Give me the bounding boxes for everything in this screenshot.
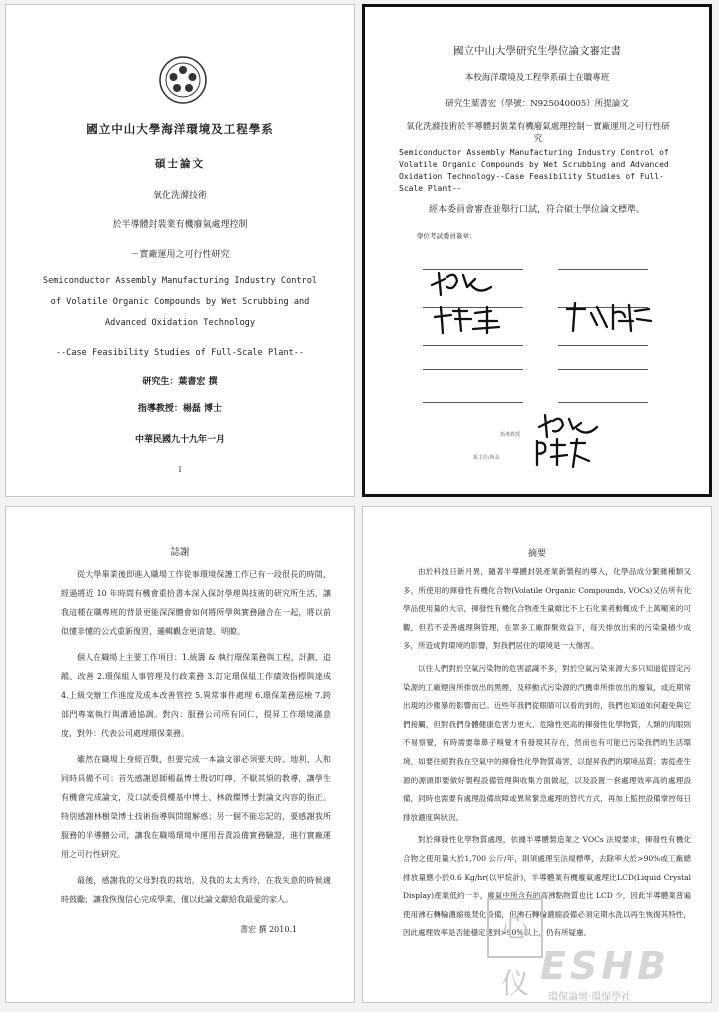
approval-heading: 國立中山大學研究生學位論文審定書 <box>453 45 621 57</box>
advisor-label: 指導教授 <box>500 432 521 438</box>
cover-page <box>5 4 355 497</box>
chair-signature <box>533 435 593 469</box>
university-seal-icon <box>158 55 208 105</box>
abstract-heading: 摘要 <box>527 549 546 559</box>
signature-line <box>558 269 648 270</box>
paragraph: 最後，感謝我的父母對我的栽培，及我的太太秀玲，在我失意的時候適時鼓勵，讓我恢復信心完成學業，僅以此論文獻給我最愛的家人。 <box>61 876 331 904</box>
signature-line <box>558 345 648 346</box>
degree-type: 碩士論文 <box>155 158 205 170</box>
approval-page <box>362 4 712 497</box>
paragraph: 由於科技日新月異，隨著半導體封裝產業新製程的導入，化學品成分繁雜種類又多，所使用的揮發性有機化合物(Volatile Organic Compounds, VOCs)又佔所有化學品使用量的大宗，揮發性有機化合物產生量雖比不上石化業者動輒成千上萬噸來的可觀，但若不妥善處理與管理，在眾多工廠群聚效益下，每天排放出來的污染量積少成多，所造成對環境的影響，對我們居住的環境是一大傷害。 <box>403 567 691 651</box>
paragraph: 從大學畢業後即進入職場工作從事環境保護工作已有一段很長的時間，經過將近 10 年時間有機會重拾書本深入探討學理與技術的研究所生活，讓我這種在職專班的背景更能深深體會如何將所學與實務融合在一起，將以前似懂非懂的公式重新復習，邏輯觀念更清楚、明瞭。 <box>61 570 331 636</box>
committee-signature-1 <box>427 267 497 297</box>
title-zh-line-2: 於半導體封裝業有機廢氣處理控制 <box>112 220 248 230</box>
paragraph: 雖然在職場上身經百戰，但要完成一本論文卻必須要天時、地利、人和同時具備不可：首先感謝恩師楊磊博士殷切叮嚀、不厭其煩的教導，讓學生有機會完成論文，及口試委員樓基中博士、林啟燦博士對論文內容的指正。特別感謝林樹榮博士技術指導與問題解惑；另一個不能忘記的，要感謝我所服務的半導體公司，讓我在職場環境中運用吾責設備實務驗證，進行實廠運用之可行性研究。 <box>61 755 331 859</box>
committee-label: 學位考試委員簽章： <box>417 232 476 240</box>
watermark-subtitle: 環保論壇·環保學社 <box>548 992 632 1003</box>
approval-subheading: 本校海洋環境及工程學系碩士在職專班 <box>464 73 610 83</box>
approval-title-zh: 氧化洗滌技術於半導體封裝業有機廢氣處理控制－實廠運用之可行性研究 <box>406 122 670 144</box>
title-en-line-3: Advanced Oxidation Technology <box>104 318 256 328</box>
university-department: 國立中山大學海洋環境及工程學系 <box>86 122 274 136</box>
advisor-name: 指導教授：楊磊 博士 <box>137 404 223 414</box>
page-number: I <box>178 466 182 474</box>
acknowledgement-signoff: 書宏 撰 2010.1 <box>240 925 298 934</box>
title-zh-line-1: 氧化洗滌技術 <box>152 191 207 201</box>
committee-signature-2 <box>431 303 511 337</box>
chair-label: 系主任/所長 <box>473 455 500 461</box>
watermark-logo: ESHB <box>540 944 671 988</box>
paragraph: 以往人們對於空氣污染物的危害認識不多，對於空氣污染來源大多只知道從固定污染源的工廠煙囪所排放出的黑煙，及移動式污染源的汽機車所排放出的廢氣，或近期常出現的沙塵暴的影響而已。近些年我們從眼睛可以看的到的，我們也知道如何避免與它們接觸，但對我們身體健康危害力更大、危險性更高的揮發性化學物質，人類的肉眼則不易察覺，有時需要靠鼻子嗅覺才有發現其存在，然而也有可能已污染我們的生活環境，如要往絕對我在空氣中的揮發性化學物質毒害，以提昇我們的環境品質；需從產生源的源頭即要做好製程設備管理與收集方面做起，以及設置一套處理效率高的處理設備，同時也需要有處理設備故障或異常緊急處理的替代方式，再加上監控設備掌控每日排放濃度與狀況。 <box>403 663 691 822</box>
acknowledgement-body <box>61 565 331 909</box>
acknowledgement-heading: 誌謝 <box>170 547 190 558</box>
signature-line <box>423 345 523 346</box>
paragraph: 個人在職場上主要工作項目：1.統籌 & 執行環保業務與工程，計劃、追蹤、改善 2.環保組人事管理及行政業務 3.訂定環保組工作績效指標與達成 4.上級交辦工作進度及成本改善管控 5.異常事件處理 6.環保業務巡檢 7.跨部門專案執行與溝通協調。對內：服務公司所有同仁，提昇工作環境滿意度，對外：代表公司處理環保業務。 <box>61 653 331 738</box>
committee-signature-3 <box>563 299 653 335</box>
thesis-date: 中華民國九十九年一月 <box>134 435 225 445</box>
signature-line <box>423 402 523 403</box>
title-en-line-4: --Case Feasibility Studies of Full-Scale Plant-- <box>55 348 305 358</box>
signature-line <box>558 369 648 370</box>
student-name: 研究生：葉書宏 撰 <box>142 377 218 387</box>
approval-title-en: Semiconductor Assembly Manufacturing Industry Control of Volatile Organic Compounds by Wet Scrubbing and Advanced Oxidation Technology--Case Feasibility Studies of Full-Scale Plant-- <box>399 148 669 193</box>
title-en-line-2: of Volatile Organic Compounds by Wet Scrubbing and <box>50 297 310 307</box>
signature-line <box>423 369 523 370</box>
acknowledgement-page <box>5 506 355 1003</box>
title-en-line-1: Semiconductor Assembly Manufacturing Industry Control <box>42 276 318 286</box>
student-line: 研究生葉書宏（學號：N925040005）所提論文 <box>445 99 629 109</box>
abstract-body <box>403 563 691 943</box>
title-zh-line-3: －實廠運用之可行性研究 <box>130 250 230 260</box>
approval-statement: 經本委員會審查並舉行口試，符合碩士學位論文標準。 <box>428 205 645 215</box>
paragraph: 對於揮發性化學物質處理，依據半導體製造業之 VOCs 法規要求，揮發性有機化合物之使用量大於1,700 公斤/年，則須處理至法規標準，去除率大於>90%或工廠總排放量應小於0.6 Kg/hr(以甲烷計)，半導體業有機廢氣處理比LCD(Liquid Crystal Display)產業低約一半，廢氣中所含有的高沸點物質也比 LCD 少，因此半導體業普遍使用沸石轉輪濃縮後焚化設備，但沸石轉輪濃縮設備必須定期水洗以再生恢復其特性，因此處理效率是否能穩定達到>90%以上，仍有所疑慮。 <box>403 835 691 938</box>
watermark-box: 心仪 <box>487 898 543 958</box>
signature-line <box>558 402 648 403</box>
